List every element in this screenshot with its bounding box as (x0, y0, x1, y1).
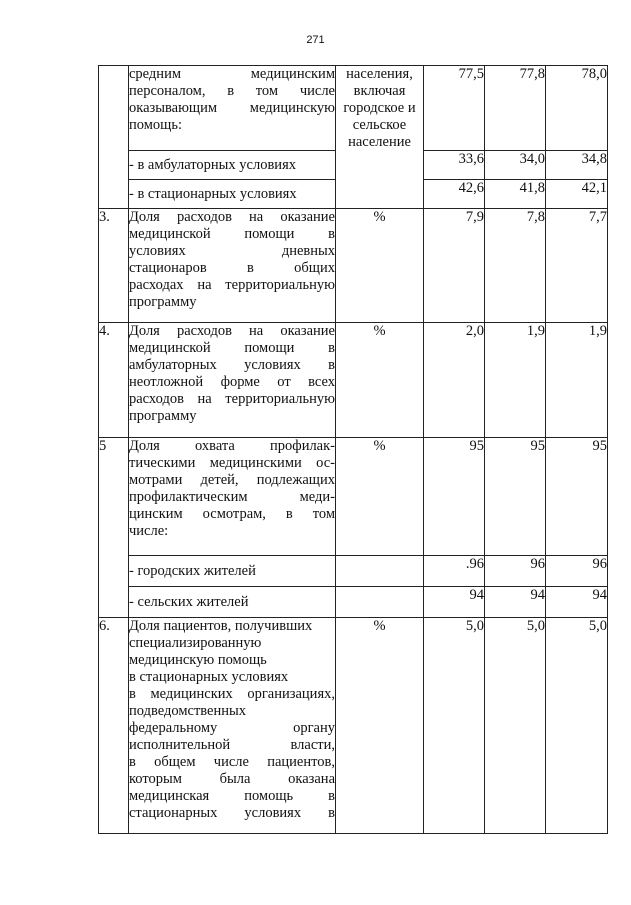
row-number-cell (99, 66, 129, 209)
subrow-label: - в амбулаторных условиях (129, 151, 336, 180)
row-number: 6. (99, 618, 129, 834)
subrow-label: - в стационарных условиях (129, 180, 336, 209)
table-row-4 (99, 323, 608, 438)
value-cell: 34,8 (546, 151, 608, 180)
unit-cell-empty (336, 587, 424, 618)
table-subrow (99, 587, 608, 618)
value-cell: 34,0 (485, 151, 546, 180)
value-cell: 42,6 (424, 180, 485, 209)
value-cell: 42,1 (546, 180, 608, 209)
value-cell: 95 (424, 438, 485, 556)
value-cell: 7,9 (424, 209, 485, 323)
table-row-continuation (99, 66, 608, 151)
value-cell: 1,9 (546, 323, 608, 438)
row-description: средним медицинским персоналом, в том числе оказывающим медицинскую помощь: (129, 66, 336, 151)
value-cell: 7,7 (546, 209, 608, 323)
table-subrow (99, 556, 608, 587)
value-cell: 41,8 (485, 180, 546, 209)
table-row-5 (99, 438, 608, 556)
value-cell: 5,0 (485, 618, 546, 834)
unit-cell: населения, включая городское и сельское население (336, 66, 424, 209)
unit-cell-empty (336, 556, 424, 587)
row-number: 5 (99, 438, 129, 618)
value-cell: 94 (485, 587, 546, 618)
row-description: Доля расходов на оказание медицинской помощи в амбулаторных условиях в неотложной форме от всех расходов на территориальную программу (129, 323, 336, 438)
value-cell: 5,0 (424, 618, 485, 834)
row-description: Доля охвата профилак- тическими медицинскими ос- мотрами детей, подлежащих профилактическим меди- цинским осмотрам, в том числе: (129, 438, 336, 556)
value-cell: 95 (546, 438, 608, 556)
unit-cell: % (336, 209, 424, 323)
value-cell: 94 (424, 587, 485, 618)
table-row-6 (99, 618, 608, 834)
value-cell: 94 (546, 587, 608, 618)
row-number: 4. (99, 323, 129, 438)
value-cell: 7,8 (485, 209, 546, 323)
subrow-label: - городских жителей (129, 556, 336, 587)
row-number: 3. (99, 209, 129, 323)
unit-cell: % (336, 618, 424, 834)
row-description: Доля пациентов, получивших специализированную медицинскую помощь в стационарных условиях в медицинских организациях, подведомственных федеральному органу исполнительной власти, в общем числе пациентов, которым была оказана медицинская помощь в стационарных условиях в (129, 618, 336, 834)
value-cell: 33,6 (424, 151, 485, 180)
subrow-label: - сельских жителей (129, 587, 336, 618)
page-number: 271 (306, 34, 325, 46)
value-cell: 96 (485, 556, 546, 587)
value-cell: 5,0 (546, 618, 608, 834)
unit-cell: % (336, 438, 424, 556)
value-cell: 95 (485, 438, 546, 556)
value-cell: 77,5 (424, 66, 485, 151)
value-cell: 2,0 (424, 323, 485, 438)
indicators-table (98, 65, 608, 834)
value-cell: .96 (424, 556, 485, 587)
value-cell: 77,8 (485, 66, 546, 151)
table-row-3 (99, 209, 608, 323)
value-cell: 78,0 (546, 66, 608, 151)
value-cell: 96 (546, 556, 608, 587)
row-description: Доля расходов на оказание медицинской помощи в условиях дневных стационаров в общих расходах на территориальную программу (129, 209, 336, 323)
unit-cell: % (336, 323, 424, 438)
value-cell: 1,9 (485, 323, 546, 438)
